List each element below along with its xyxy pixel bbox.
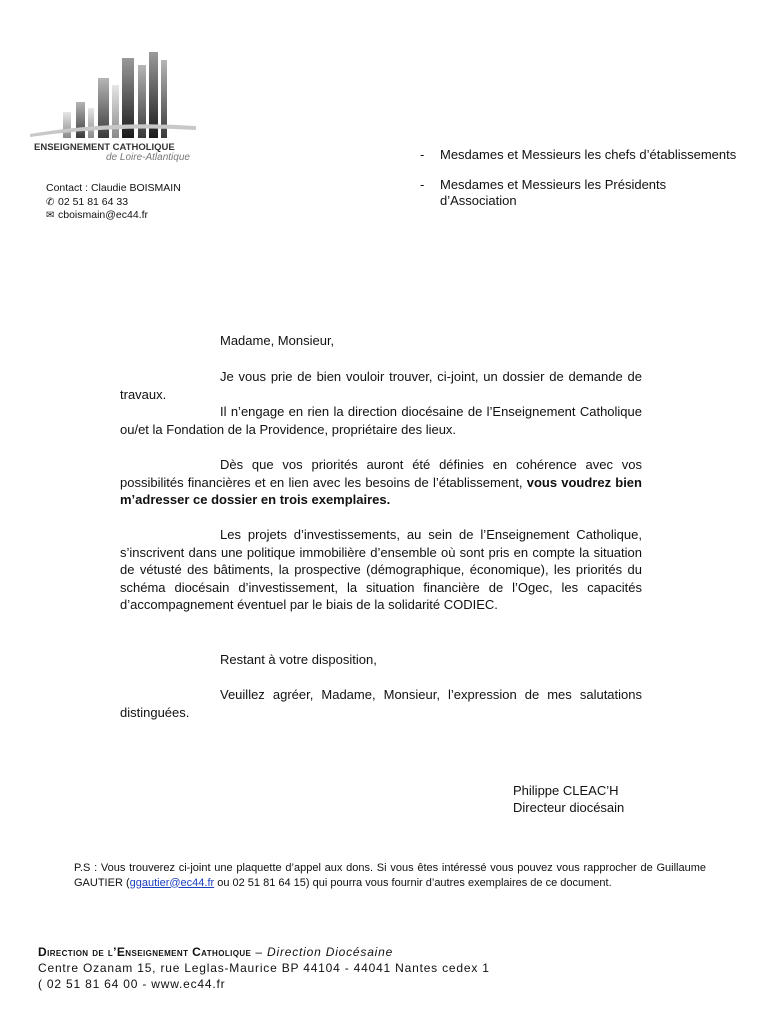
paragraph-3-text xyxy=(120,456,642,509)
footer xyxy=(38,944,490,992)
paragraph-5-text: Restant à votre disposition, xyxy=(220,652,377,667)
postscript xyxy=(74,861,706,890)
signature-name: Philippe CLEAC’H xyxy=(513,783,619,798)
logo xyxy=(28,40,203,165)
paragraph-4-text: Les projets d’investissements, au sein de l’Enseignement Catholique, s’inscrivent dans une politique immobilière d’ensemble où sont pris en compte la situation de vétusté des bâtiments, la prospective (démographique, économique), les priorités du schéma diocésain d’investissement, la situation financière de l’Ogec, les capacités d’accompagnement éventuel par le biais de la solidarité CODIEC. xyxy=(120,527,642,612)
logo-bar xyxy=(88,108,94,138)
recipient-item xyxy=(420,177,740,209)
recipient-item xyxy=(420,147,740,163)
logo-line1: ENSEIGNEMENT CATHOLIQUE xyxy=(34,142,175,153)
contact-block xyxy=(46,182,181,223)
postscript-text-1: P.S : Vous trouverez ci-joint une plaquette d’appel aux dons. Si vous êtes intéressé vous pouvez vous rapprocher de Guillaume GAUTIER ( xyxy=(74,862,706,889)
logo-line2: de Loire-Atlantique xyxy=(106,152,190,163)
recipient-text: Mesdames et Messieurs les Présidents d’Association xyxy=(440,177,667,208)
footer-address: Centre Ozanam 15, rue Leglas-Maurice BP 44104 - 44041 Nantes cedex 1 xyxy=(38,961,490,975)
paragraph-2-text: Il n’engage en rien la direction diocésaine de l’Enseignement Catholique ou/et la Fondation de la Providence, propriétaire des lieux. xyxy=(120,404,642,437)
paragraph-3-plain: Dès que vos priorités auront été définies en cohérence avec vos possibilités financières et en lien avec les besoins de l’établissement, xyxy=(120,457,642,490)
contact-phone-row xyxy=(46,196,181,210)
dash-bullet: - xyxy=(420,147,425,162)
salutation-text: Madame, Monsieur, xyxy=(220,333,335,348)
paragraph-1-text: Je vous prie de bien vouloir trouver, ci-joint, un dossier de demande de travaux. xyxy=(120,369,642,402)
logo-bar xyxy=(63,112,71,138)
footer-org-sub: Direction Diocésaine xyxy=(267,945,394,959)
paragraph-1 xyxy=(120,368,642,438)
paragraph-5 xyxy=(120,651,642,669)
phone-icon: ✆ xyxy=(46,196,55,208)
paragraph-6 xyxy=(120,686,642,721)
footer-org-line xyxy=(38,944,490,960)
paragraph-4 xyxy=(120,526,642,614)
postscript-email-link[interactable]: ggautier@ec44.fr xyxy=(129,876,215,889)
recipients xyxy=(420,147,740,223)
signature-title: Directeur diocésain xyxy=(513,800,625,815)
signature xyxy=(513,782,624,816)
paragraph-3-bold: vous voudrez bien m’adresser ce dossier en trois exemplaires. xyxy=(120,474,642,507)
footer-dash: – xyxy=(251,945,268,959)
salutation xyxy=(120,332,642,350)
contact-email-row xyxy=(46,209,181,223)
recipient-text: Mesdames et Messieurs les chefs d’établissements xyxy=(440,147,737,162)
logo-bar xyxy=(112,85,119,138)
footer-org: Direction de l’Enseignement Catholique xyxy=(38,945,252,959)
footer-contact: 02 51 81 64 00 - www.ec44.fr xyxy=(42,977,226,991)
contact-email: cboismain@ec44.fr xyxy=(58,209,149,221)
envelope-icon: ✉ xyxy=(46,210,55,221)
contact-phone: 02 51 81 64 33 xyxy=(58,195,129,208)
paragraph-3 xyxy=(120,456,642,509)
postscript-text-2: ou 02 51 81 64 15) qui pourra vous fournir d’autres exemplaires de ce document. xyxy=(214,876,612,889)
dash-bullet: - xyxy=(420,177,425,192)
footer-contact-line xyxy=(38,976,490,992)
footer-phone-icon: ( xyxy=(38,977,43,991)
contact-name: Contact : Claudie BOISMAIN xyxy=(46,182,181,194)
logo-bar xyxy=(76,102,85,138)
paragraph-6-text: Veuillez agréer, Madame, Monsieur, l’expression de mes salutations distinguées. xyxy=(120,687,642,720)
